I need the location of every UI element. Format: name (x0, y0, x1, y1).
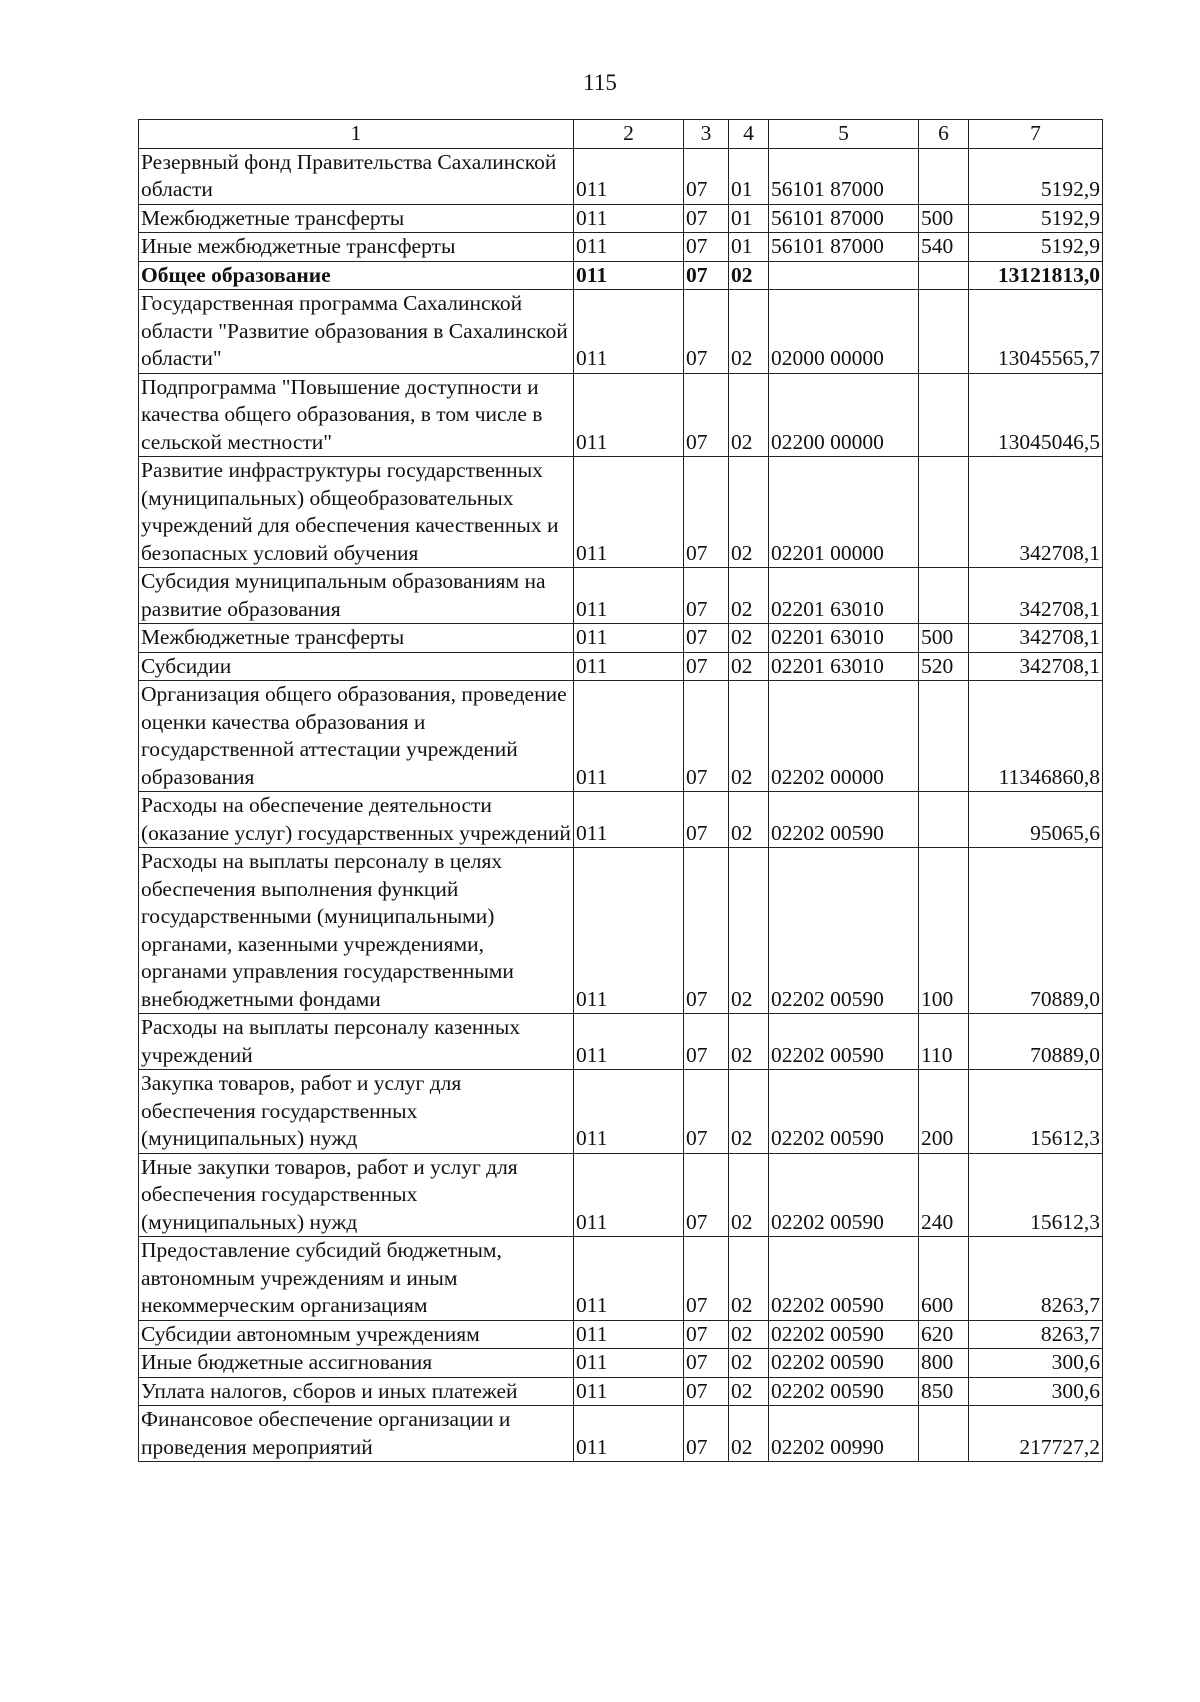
target-article-cell: 02200 00000 (769, 373, 919, 457)
budget-table (138, 119, 1103, 1462)
ministry-code-cell: 011 (574, 204, 684, 233)
amount-cell: 8263,7 (969, 1237, 1103, 1321)
subsection-code-cell: 02 (729, 1406, 769, 1462)
amount-cell: 15612,3 (969, 1153, 1103, 1237)
ministry-code-cell: 011 (574, 624, 684, 653)
item-name-cell: Финансовое обеспечение организации и проведения мероприятий (139, 1406, 574, 1462)
section-code-cell: 07 (684, 1377, 729, 1406)
amount-cell: 8263,7 (969, 1320, 1103, 1349)
item-name-cell: Субсидия муниципальным образованиям на развитие образования (139, 568, 574, 624)
target-article-cell: 56101 87000 (769, 204, 919, 233)
item-name-cell: Межбюджетные трансферты (139, 624, 574, 653)
target-article-cell: 56101 87000 (769, 148, 919, 204)
ministry-code-cell: 011 (574, 681, 684, 792)
expense-type-cell: 540 (919, 233, 969, 262)
target-article-cell: 02202 00590 (769, 1320, 919, 1349)
table-row (139, 848, 1103, 1014)
ministry-code-cell: 011 (574, 848, 684, 1014)
table-row (139, 792, 1103, 848)
amount-cell: 5192,9 (969, 204, 1103, 233)
section-code-cell: 07 (684, 373, 729, 457)
amount-cell: 70889,0 (969, 848, 1103, 1014)
subsection-code-cell: 01 (729, 233, 769, 262)
table-row (139, 624, 1103, 653)
target-article-cell (769, 261, 919, 290)
amount-cell: 300,6 (969, 1377, 1103, 1406)
section-code-cell: 07 (684, 1153, 729, 1237)
section-code-cell: 07 (684, 568, 729, 624)
item-name-cell: Иные закупки товаров, работ и услуг для обеспечения государственных (муниципальных) нужд (139, 1153, 574, 1237)
subsection-code-cell: 02 (729, 373, 769, 457)
subsection-code-cell: 02 (729, 1014, 769, 1070)
section-code-cell: 07 (684, 1406, 729, 1462)
item-name-cell: Расходы на выплаты персоналу казенных учреждений (139, 1014, 574, 1070)
expense-type-cell (919, 681, 969, 792)
expense-type-cell: 500 (919, 204, 969, 233)
table-row (139, 1070, 1103, 1154)
subsection-code-cell: 02 (729, 652, 769, 681)
item-name-cell: Резервный фонд Правительства Сахалинской области (139, 148, 574, 204)
table-row (139, 1349, 1103, 1378)
ministry-code-cell: 011 (574, 1349, 684, 1378)
expense-type-cell (919, 568, 969, 624)
expense-type-cell (919, 792, 969, 848)
section-code-cell: 07 (684, 457, 729, 568)
table-row (139, 1237, 1103, 1321)
expense-type-cell: 200 (919, 1070, 969, 1154)
subsection-code-cell: 02 (729, 261, 769, 290)
amount-cell: 300,6 (969, 1349, 1103, 1378)
expense-type-cell: 600 (919, 1237, 969, 1321)
expense-type-cell: 520 (919, 652, 969, 681)
subsection-code-cell: 02 (729, 681, 769, 792)
header-cell: 7 (969, 120, 1103, 149)
section-code-cell: 07 (684, 233, 729, 262)
expense-type-cell (919, 290, 969, 374)
amount-cell: 342708,1 (969, 568, 1103, 624)
ministry-code-cell: 011 (574, 568, 684, 624)
subsection-code-cell: 02 (729, 792, 769, 848)
ministry-code-cell: 011 (574, 1153, 684, 1237)
target-article-cell: 56101 87000 (769, 233, 919, 262)
amount-cell: 5192,9 (969, 233, 1103, 262)
table-row (139, 204, 1103, 233)
expense-type-cell: 500 (919, 624, 969, 653)
target-article-cell: 02000 00000 (769, 290, 919, 374)
section-code-cell: 07 (684, 1320, 729, 1349)
header-cell: 6 (919, 120, 969, 149)
subsection-code-cell: 02 (729, 457, 769, 568)
section-code-cell: 07 (684, 848, 729, 1014)
ministry-code-cell: 011 (574, 373, 684, 457)
subsection-code-cell: 02 (729, 290, 769, 374)
subsection-code-cell: 02 (729, 1153, 769, 1237)
subsection-code-cell: 02 (729, 624, 769, 653)
section-code-cell: 07 (684, 148, 729, 204)
table-row (139, 1406, 1103, 1462)
section-code-cell: 07 (684, 290, 729, 374)
header-cell: 3 (684, 120, 729, 149)
target-article-cell: 02201 63010 (769, 568, 919, 624)
item-name-cell: Межбюджетные трансферты (139, 204, 574, 233)
ministry-code-cell: 011 (574, 148, 684, 204)
target-article-cell: 02202 00990 (769, 1406, 919, 1462)
table-row (139, 568, 1103, 624)
amount-cell: 70889,0 (969, 1014, 1103, 1070)
ministry-code-cell: 011 (574, 1014, 684, 1070)
expense-type-cell (919, 373, 969, 457)
ministry-code-cell: 011 (574, 290, 684, 374)
item-name-cell: Иные бюджетные ассигнования (139, 1349, 574, 1378)
expense-type-cell: 800 (919, 1349, 969, 1378)
item-name-cell: Государственная программа Сахалинской области "Развитие образования в Сахалинской области" (139, 290, 574, 374)
expense-type-cell (919, 261, 969, 290)
expense-type-cell (919, 457, 969, 568)
ministry-code-cell: 011 (574, 1070, 684, 1154)
ministry-code-cell: 011 (574, 233, 684, 262)
section-code-cell: 07 (684, 652, 729, 681)
item-name-cell: Развитие инфраструктуры государственных (муниципальных) общеобразовательных учреждений для обеспечения качественных и безопасных условий обучения (139, 457, 574, 568)
header-cell: 4 (729, 120, 769, 149)
amount-cell: 95065,6 (969, 792, 1103, 848)
section-code-cell: 07 (684, 1070, 729, 1154)
target-article-cell: 02202 00000 (769, 681, 919, 792)
ministry-code-cell: 011 (574, 1377, 684, 1406)
target-article-cell: 02202 00590 (769, 1014, 919, 1070)
section-code-cell: 07 (684, 261, 729, 290)
item-name-cell: Организация общего образования, проведение оценки качества образования и государственной аттестации учреждений образования (139, 681, 574, 792)
target-article-cell: 02202 00590 (769, 848, 919, 1014)
table-row (139, 148, 1103, 204)
amount-cell: 217727,2 (969, 1406, 1103, 1462)
item-name-cell: Расходы на обеспечение деятельности (оказание услуг) государственных учреждений (139, 792, 574, 848)
section-code-cell: 07 (684, 1237, 729, 1321)
section-code-cell: 07 (684, 681, 729, 792)
section-code-cell: 07 (684, 792, 729, 848)
subsection-code-cell: 02 (729, 1349, 769, 1378)
item-name-cell: Субсидии автономным учреждениям (139, 1320, 574, 1349)
amount-cell: 13045565,7 (969, 290, 1103, 374)
expense-type-cell: 110 (919, 1014, 969, 1070)
table-row (139, 652, 1103, 681)
page-number: 115 (583, 70, 617, 95)
ministry-code-cell: 011 (574, 652, 684, 681)
table-row (139, 1014, 1103, 1070)
amount-cell: 342708,1 (969, 457, 1103, 568)
subsection-code-cell: 02 (729, 568, 769, 624)
subsection-code-cell: 02 (729, 1237, 769, 1321)
table-row (139, 457, 1103, 568)
item-name-cell: Общее образование (139, 261, 574, 290)
ministry-code-cell: 011 (574, 792, 684, 848)
amount-cell: 342708,1 (969, 624, 1103, 653)
item-name-cell: Предоставление субсидий бюджетным, автономным учреждениям и иным некоммерческим организациям (139, 1237, 574, 1321)
table-row (139, 1377, 1103, 1406)
section-code-cell: 07 (684, 1349, 729, 1378)
table-header-row (139, 120, 1103, 149)
amount-cell: 11346860,8 (969, 681, 1103, 792)
table-row (139, 1320, 1103, 1349)
subsection-code-cell: 02 (729, 848, 769, 1014)
subsection-code-cell: 02 (729, 1320, 769, 1349)
header-cell: 5 (769, 120, 919, 149)
target-article-cell: 02202 00590 (769, 1377, 919, 1406)
amount-cell: 15612,3 (969, 1070, 1103, 1154)
expense-type-cell: 620 (919, 1320, 969, 1349)
item-name-cell: Закупка товаров, работ и услуг для обеспечения государственных (муниципальных) нужд (139, 1070, 574, 1154)
amount-cell: 342708,1 (969, 652, 1103, 681)
table-row (139, 373, 1103, 457)
expense-type-cell: 100 (919, 848, 969, 1014)
expense-type-cell: 850 (919, 1377, 969, 1406)
table-row (139, 233, 1103, 262)
header-cell: 2 (574, 120, 684, 149)
expense-type-cell (919, 148, 969, 204)
ministry-code-cell: 011 (574, 457, 684, 568)
amount-cell: 5192,9 (969, 148, 1103, 204)
table-row (139, 1153, 1103, 1237)
table-row (139, 290, 1103, 374)
target-article-cell: 02201 00000 (769, 457, 919, 568)
ministry-code-cell: 011 (574, 261, 684, 290)
item-name-cell: Иные межбюджетные трансферты (139, 233, 574, 262)
target-article-cell: 02201 63010 (769, 624, 919, 653)
target-article-cell: 02202 00590 (769, 1237, 919, 1321)
ministry-code-cell: 011 (574, 1406, 684, 1462)
amount-cell: 13045046,5 (969, 373, 1103, 457)
target-article-cell: 02202 00590 (769, 792, 919, 848)
section-code-cell: 07 (684, 204, 729, 233)
subsection-code-cell: 01 (729, 148, 769, 204)
header-cell: 1 (139, 120, 574, 149)
subsection-code-cell: 02 (729, 1377, 769, 1406)
section-code-cell: 07 (684, 1014, 729, 1070)
target-article-cell: 02202 00590 (769, 1070, 919, 1154)
table-row (139, 261, 1103, 290)
subsection-code-cell: 02 (729, 1070, 769, 1154)
item-name-cell: Расходы на выплаты персоналу в целях обеспечения выполнения функций государственными (муниципальными) органами, казенными учреждениями, органами управления государственными внебюджетными фондами (139, 848, 574, 1014)
item-name-cell: Подпрограмма "Повышение доступности и качества общего образования, в том числе в сельской местности" (139, 373, 574, 457)
section-code-cell: 07 (684, 624, 729, 653)
item-name-cell: Уплата налогов, сборов и иных платежей (139, 1377, 574, 1406)
target-article-cell: 02202 00590 (769, 1349, 919, 1378)
item-name-cell: Субсидии (139, 652, 574, 681)
target-article-cell: 02202 00590 (769, 1153, 919, 1237)
amount-cell: 13121813,0 (969, 261, 1103, 290)
expense-type-cell (919, 1406, 969, 1462)
expense-type-cell: 240 (919, 1153, 969, 1237)
table-row (139, 681, 1103, 792)
ministry-code-cell: 011 (574, 1237, 684, 1321)
target-article-cell: 02201 63010 (769, 652, 919, 681)
ministry-code-cell: 011 (574, 1320, 684, 1349)
subsection-code-cell: 01 (729, 204, 769, 233)
